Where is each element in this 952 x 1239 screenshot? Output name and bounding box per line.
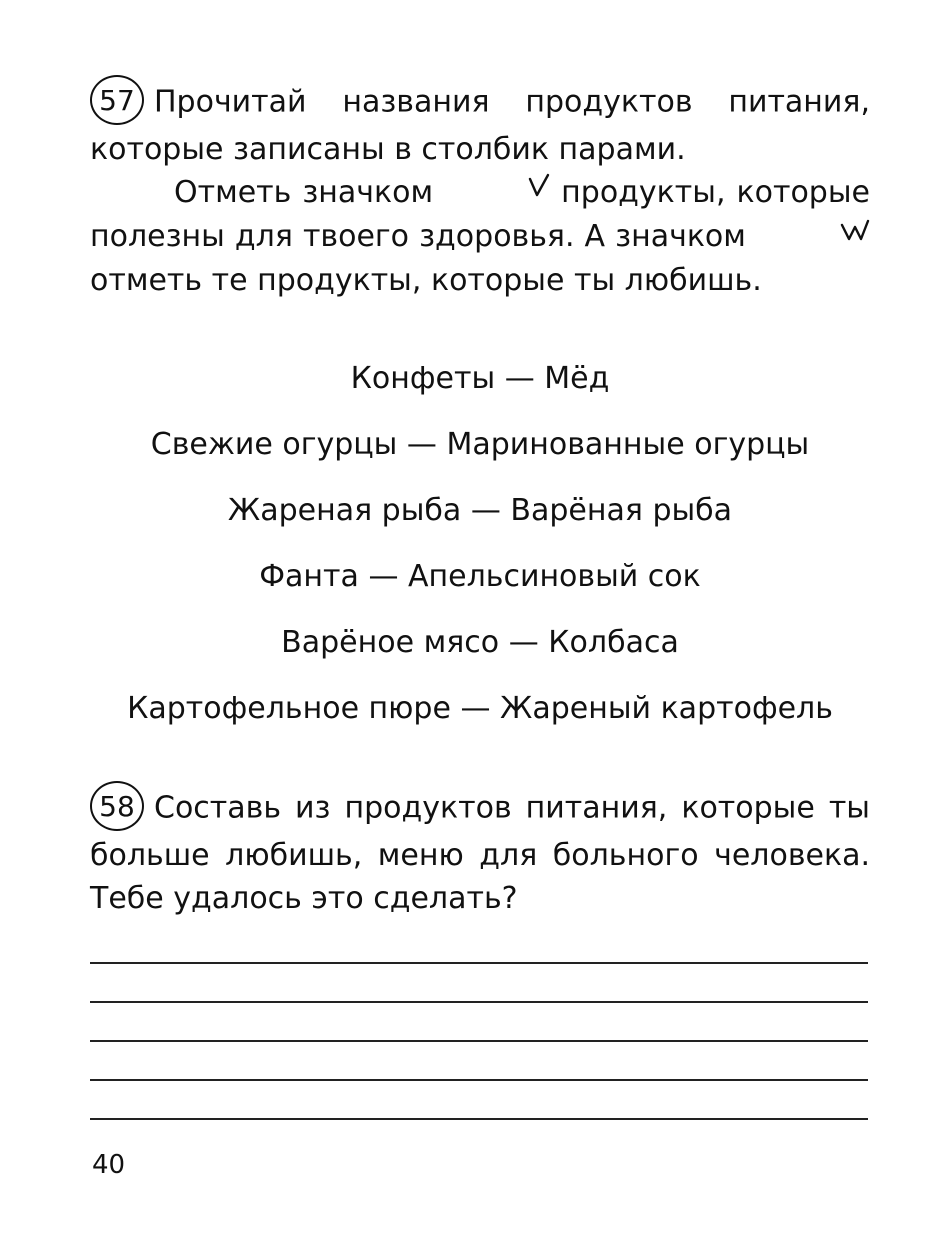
instruction-part-1: Отметь значком [174, 175, 434, 210]
food-pair [90, 478, 870, 544]
task-number-badge: 58 [90, 781, 144, 831]
answer-line[interactable] [90, 1079, 868, 1081]
food-right: Колбаса [548, 625, 679, 660]
food-left: Картофельное пюре [127, 691, 451, 726]
pair-dash: — [508, 625, 539, 660]
food-right: Мёд [544, 361, 610, 396]
pair-dash: — [368, 559, 399, 594]
double-checkmark-icon [756, 212, 870, 255]
task-number-badge: 57 [90, 75, 144, 125]
task-58-text [90, 784, 870, 920]
food-left: Жареная рыба [227, 493, 462, 528]
food-left: Конфеты [350, 361, 496, 396]
task-57-instruction [90, 171, 870, 302]
food-pair [90, 610, 870, 676]
task-58-question: Составь из продуктов питания, которые ты больше любишь, меню для больного человека. Тебе удалось это сделать? [90, 790, 870, 916]
food-right: Маринованные огурцы [446, 427, 810, 462]
task-57-intro-text: Прочитай названия продуктов питания, которые записаны в столбик парами. [90, 84, 870, 167]
answer-line[interactable] [90, 962, 868, 964]
food-pair [90, 346, 870, 412]
food-pair [90, 676, 870, 742]
pair-dash: — [406, 427, 437, 462]
task-57-intro [90, 78, 870, 171]
food-left: Фанта [259, 559, 359, 594]
task-58 [90, 784, 870, 920]
food-right: Жареный картофель [500, 691, 833, 726]
pair-dash: — [460, 691, 491, 726]
food-pair [90, 412, 870, 478]
food-left: Свежие огурцы [150, 427, 398, 462]
food-left: Варёное мясо [281, 625, 500, 660]
answer-line[interactable] [90, 1001, 868, 1003]
food-right: Варёная рыба [510, 493, 733, 528]
task-57 [90, 78, 870, 302]
page-number: 40 [92, 1150, 126, 1180]
instruction-part-2: продукты, которые полезны для твоего здоровья. А значком [90, 175, 870, 254]
answer-line[interactable] [90, 1040, 868, 1042]
pair-dash: — [470, 493, 501, 528]
answer-line[interactable] [90, 1118, 868, 1120]
food-pair [90, 544, 870, 610]
food-pairs-list [90, 346, 870, 742]
instruction-part-3: отметь те продукты, которые ты любишь. [90, 263, 762, 298]
pair-dash: — [504, 361, 535, 396]
answer-lines [90, 962, 868, 1157]
food-right: Апельсиновый сок [408, 559, 701, 594]
single-checkmark-icon [444, 168, 550, 211]
